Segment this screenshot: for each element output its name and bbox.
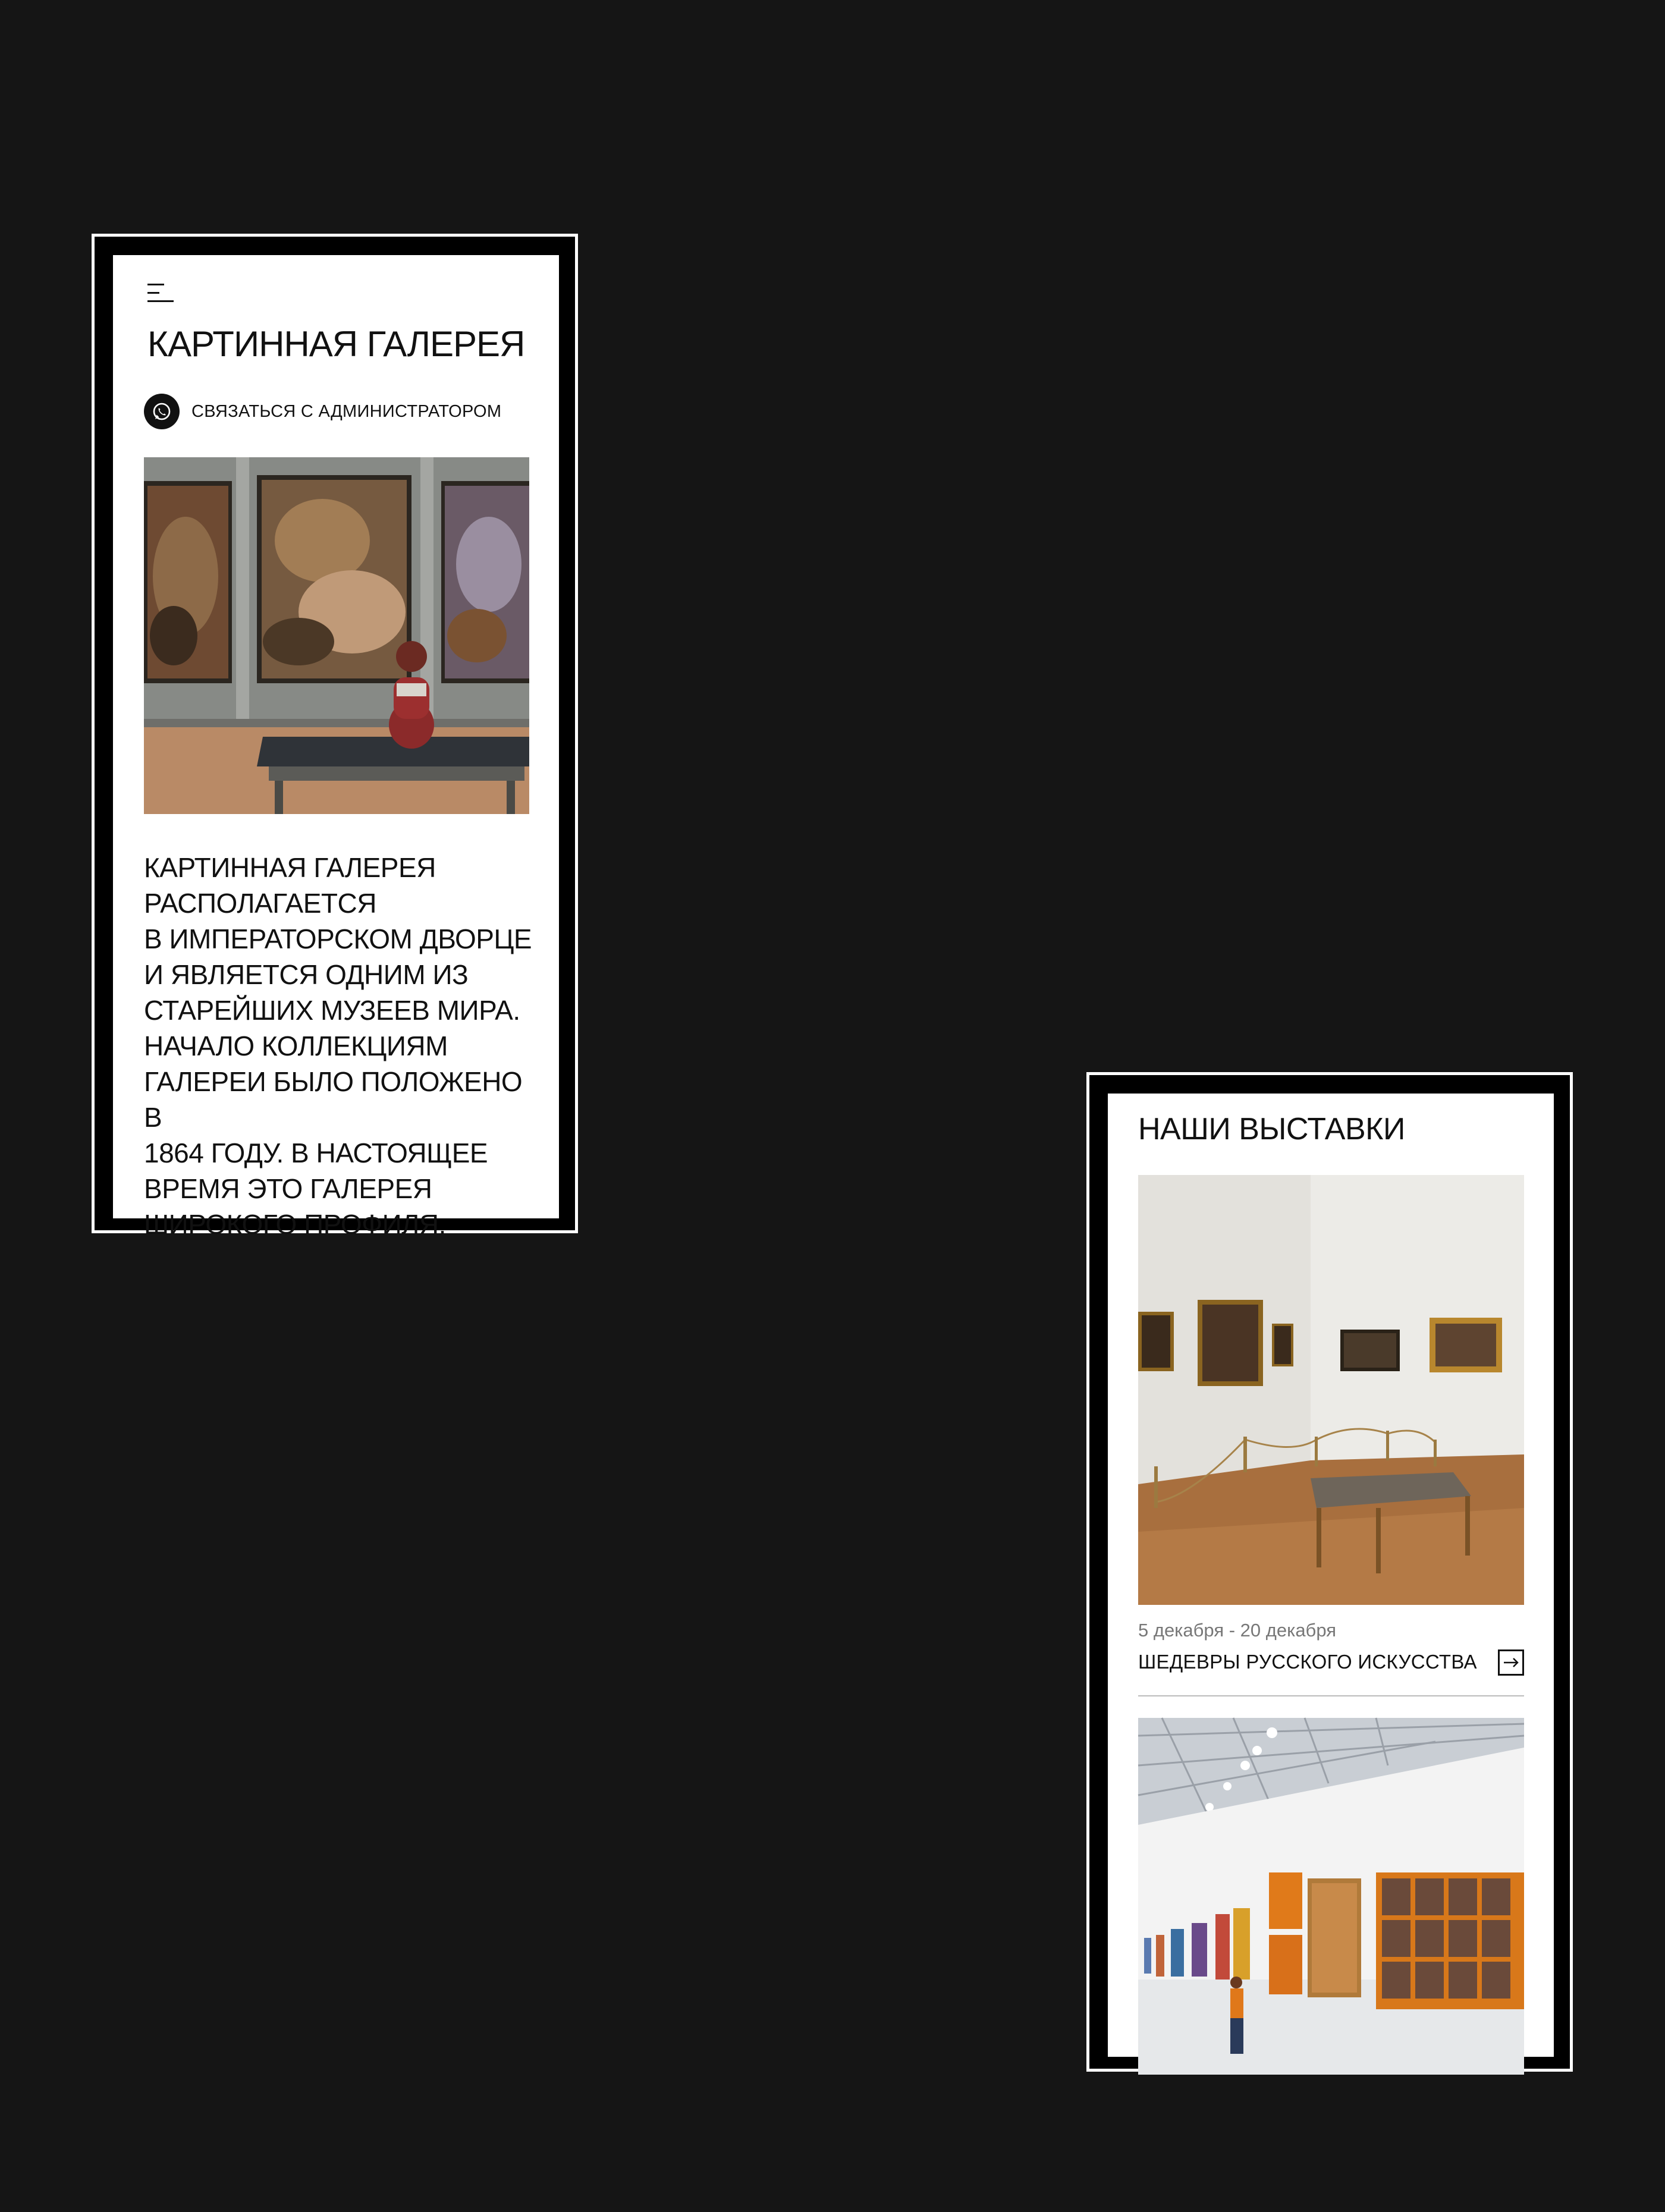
contact-admin-label: СВЯЗАТЬСЯ С АДМИНИСТРАТОРОМ (191, 401, 502, 421)
exhibition-photo[interactable] (1138, 1718, 1524, 2075)
exhibition-dates: 5 декабря - 20 декабря (1138, 1620, 1336, 1641)
whatsapp-icon (144, 394, 180, 429)
menu-icon[interactable] (147, 280, 176, 309)
exhibition-photo[interactable] (1138, 1175, 1524, 1605)
phone-mockup-exhibitions (1086, 1072, 1573, 2072)
exhibition-name: ШЕДЕВРЫ РУССКОГО ИСКУССТВА (1138, 1651, 1477, 1673)
phone-mockup-home (92, 234, 578, 1240)
intro-text: КАРТИННАЯ ГАЛЕРЕЯ РАСПОЛАГАЕТСЯ В ИМПЕРАТОРСКОМ ДВОРЦЕ И ЯВЛЯЕТСЯ ОДНИМ ИЗ СТАРЕЙШИХ МУЗЕЕВ МИРА. НАЧАЛО КОЛЛЕКЦИЯМ ГАЛЕРЕИ БЫЛО ПОЛОЖЕНО В 1864 ГОДУ. В НАСТОЯЩЕЕ ВРЕМЯ ЭТО ГАЛЕРЕЯ ШИРОКОГО ПРОФИЛЯ. (144, 852, 532, 1240)
section-title: НАШИ ВЫСТАВКИ (1138, 1112, 1405, 1146)
gallery-hall-photo (144, 457, 529, 814)
page-title: КАРТИННАЯ ГАЛЕРЕЯ (147, 324, 525, 364)
exhibition-link[interactable] (1138, 1645, 1524, 1686)
home-screen (113, 255, 559, 1240)
divider (1138, 1695, 1524, 1696)
contact-admin-link[interactable] (144, 394, 501, 429)
exhibitions-screen (1108, 1094, 1554, 2057)
arrow-right-icon[interactable] (1498, 1649, 1524, 1676)
